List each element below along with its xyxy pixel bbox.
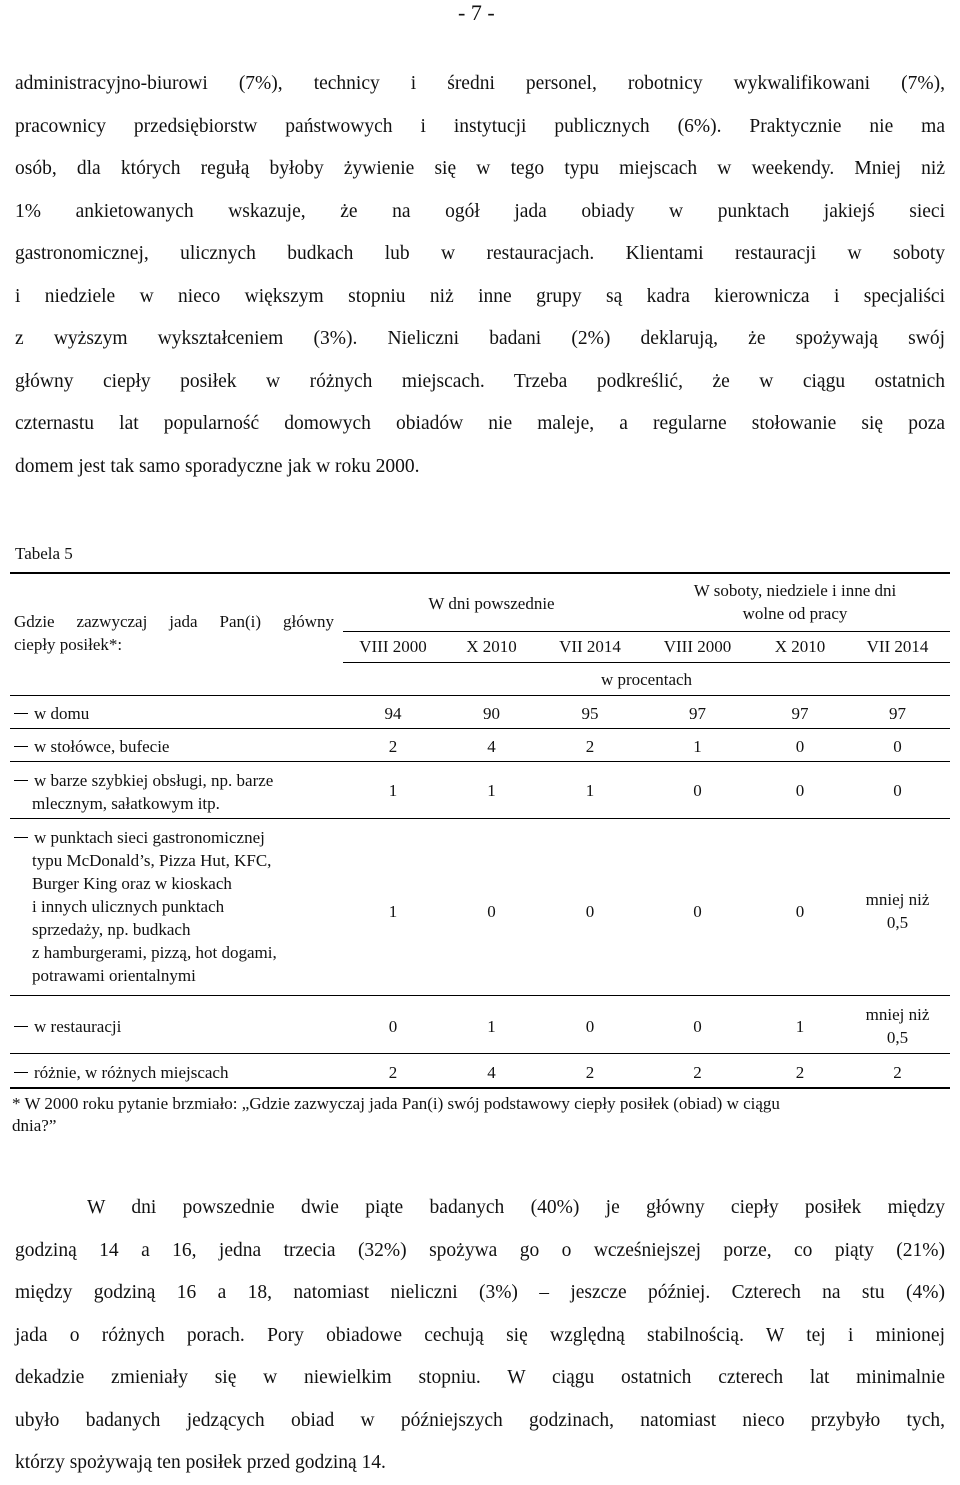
row-rule xyxy=(10,695,950,696)
text-line: godziną 14 a 16, jedna trzecia (32%) spożywa go o wcześniejszej porze, co piąty (21%) xyxy=(15,1239,945,1261)
dash-icon xyxy=(14,746,28,747)
table-cell: 1 xyxy=(388,781,398,800)
table-cell: 4 xyxy=(487,737,496,756)
dash-icon xyxy=(14,837,28,838)
row-rule xyxy=(10,761,950,762)
table-cell: 2 xyxy=(585,737,595,756)
question-header xyxy=(14,610,334,656)
text-line: W dni powszednie dwie piąte badanych (40%) je główny ciepły posiłek między xyxy=(87,1197,945,1218)
table-cell: 0 xyxy=(893,737,902,756)
text-line: gastronomicznej, ulicznych budkach lub w restauracjach. Klientami restauracji w soboty xyxy=(15,243,945,264)
table-cell: 0 xyxy=(795,737,805,756)
row-label xyxy=(14,702,344,725)
text-line: czternastu lat popularność domowych obiadów nie maleje, a regularne stołowanie się poza xyxy=(15,413,945,434)
row-rule xyxy=(10,728,950,729)
dash-icon xyxy=(14,713,28,714)
table-cell: 1 xyxy=(487,781,496,800)
text-line: osób, dla których regułą byłoby żywienie się w tego typu miejscach w weekendy. Mniej niż xyxy=(15,158,945,179)
period-header: X 2010 xyxy=(466,637,517,656)
row-label xyxy=(14,826,344,987)
text-line: 1% ankietowanych wskazuje, że na ogół jada obiady w punktach jakiejś sieci xyxy=(15,200,945,222)
table-cell: 0 xyxy=(795,902,805,921)
table-cell: 0 xyxy=(585,1017,595,1036)
table-cell: 2 xyxy=(893,1063,902,1082)
row-rule xyxy=(10,818,950,819)
row-label-text: typu McDonald’s, Pizza Hut, KFC, xyxy=(32,851,272,870)
row-rule xyxy=(10,995,950,996)
row-label xyxy=(14,735,344,758)
row-label xyxy=(14,1061,344,1084)
text-line: którzy spożywają ten posiłek przed godziną 14. xyxy=(15,1452,386,1473)
footnote-line: * W 2000 roku pytanie brzmiało: „Gdzie zazwyczaj jada Pan(i) swój podstawowy ciepły posiłek (obiad) w ciągu xyxy=(12,1094,780,1113)
row-label-text: Burger King oraz w kioskach xyxy=(32,874,232,893)
row-label-text: w domu xyxy=(34,704,90,723)
intro-paragraph xyxy=(15,63,945,488)
row-label xyxy=(14,769,344,815)
period-header: VIII 2000 xyxy=(359,637,427,656)
period-header: X 2010 xyxy=(774,637,826,656)
group-weekdays: W dni powszednie xyxy=(428,594,555,613)
row-label-text: w stołówce, bufecie xyxy=(34,737,170,756)
table-cell: 4 xyxy=(487,1063,496,1082)
row-label-text: mlecznym, sałatkowym itp. xyxy=(32,794,220,813)
table-cell: 1 xyxy=(585,781,595,800)
table-cell: 0 xyxy=(585,902,595,921)
question-line: ciepły posiłek*: xyxy=(14,635,123,654)
table-cell: 1 xyxy=(693,737,702,756)
text-line: dekadzie zmieniały się w niewielkim stopniu. W ciągu ostatnich czterech lat minimalnie xyxy=(15,1367,945,1388)
text-line: jada o różnych porach. Pory obiadowe cechują się względną stabilnością. W tej i minionej xyxy=(15,1324,945,1346)
table-cell: 90 xyxy=(483,704,500,723)
table-top-rule xyxy=(10,572,950,574)
text-line: główny ciepły posiłek w różnych miejscach. Trzeba podkreślić, że w ciągu ostatnich xyxy=(15,370,945,392)
period-header: VIII 2000 xyxy=(663,637,732,656)
footnote-line: dnia?” xyxy=(12,1116,57,1135)
row-label-text: z hamburgerami, pizzą, hot dogami, xyxy=(32,943,277,962)
text-line: z wyższym wykształceniem (3%). Nieliczni badani (2%) deklarują, że spożywają swój xyxy=(15,328,945,349)
table-cell: 2 xyxy=(585,1063,595,1082)
row-label-text: różnie, w różnych miejscach xyxy=(34,1063,229,1082)
table-cell: 1 xyxy=(388,902,398,921)
text-line: pracownicy przedsiębiorstw państwowych i instytucji publicznych (6%). Praktycznie nie ma xyxy=(15,115,945,137)
row-label-text: w restauracji xyxy=(34,1017,122,1036)
table-cell: 2 xyxy=(795,1063,805,1082)
table-cell: 1 xyxy=(487,1017,496,1036)
table-cell: 1 xyxy=(795,1017,805,1036)
table-cell: 2 xyxy=(388,737,398,756)
table-cell: 0 xyxy=(693,781,702,800)
timing-paragraph xyxy=(15,1187,945,1485)
header-rule xyxy=(343,631,950,632)
table-cell: 95 xyxy=(581,704,599,723)
period-header: VII 2014 xyxy=(559,637,621,656)
page-number: - 7 - xyxy=(458,0,495,25)
text-line: i niedziele w nieco większym stopniu niż inne grupy są kadra kierownicza i specjaliści xyxy=(15,285,945,307)
row-label-text: sprzedaży, np. budkach xyxy=(32,920,191,939)
row-label-text: i innych ulicznych punktach xyxy=(32,897,225,916)
table-cell: 97 xyxy=(889,704,906,723)
unit-label: w procentach xyxy=(600,670,693,689)
table-cell: mniej niż 0,5 xyxy=(865,1005,930,1047)
text-line: ubyło badanych jedzących obiad w późniejszych godzinach, natomiast nieco przybyło tych, xyxy=(15,1409,945,1431)
table-caption: Tabela 5 xyxy=(15,544,73,563)
table-cell: 0 xyxy=(795,781,805,800)
period-header: VII 2014 xyxy=(866,637,929,656)
table-cell: 0 xyxy=(693,1017,702,1036)
dash-icon xyxy=(14,780,28,781)
table-cell: 0 xyxy=(388,1017,398,1036)
row-label xyxy=(14,1015,344,1038)
header-rule xyxy=(343,662,950,663)
table-cell: 97 xyxy=(791,704,809,723)
question-line: Gdzie zazwyczaj jada Pan(i) główny xyxy=(14,612,334,631)
group-weekend-line: wolne od pracy xyxy=(742,604,848,623)
table-cell: 0 xyxy=(487,902,496,921)
table-cell: 0 xyxy=(893,781,902,800)
group-weekend xyxy=(640,579,950,625)
text-line: administracyjno-biurowi (7%), technicy i średni personel, robotnicy wykwalifikowani (7%), xyxy=(15,73,945,94)
table-cell: 0 xyxy=(693,902,702,921)
text-line: domem jest tak samo sporadyczne jak w roku 2000. xyxy=(15,455,420,477)
table-cell: 2 xyxy=(693,1063,702,1082)
row-label-text: w punktach sieci gastronomicznej xyxy=(34,828,265,847)
table-footnote xyxy=(12,1093,952,1137)
row-label-text: w barze szybkiej obsługi, np. barze xyxy=(34,771,274,790)
group-weekend-line: W soboty, niedziele i inne dni xyxy=(693,581,897,600)
table-cell: 94 xyxy=(384,704,402,723)
table-cell: mniej niż 0,5 xyxy=(865,890,930,932)
row-rule xyxy=(10,1053,950,1054)
table-bottom-rule xyxy=(10,1087,950,1089)
table-cell: 97 xyxy=(689,704,706,723)
dash-icon xyxy=(14,1026,28,1027)
text-line: między godziną 16 a 18, natomiast nieliczni (3%) – jeszcze później. Czterech na stu (4%) xyxy=(15,1282,945,1303)
row-label-text: potrawami orientalnymi xyxy=(32,966,196,985)
dash-icon xyxy=(14,1072,28,1073)
table-cell: 2 xyxy=(388,1063,398,1082)
